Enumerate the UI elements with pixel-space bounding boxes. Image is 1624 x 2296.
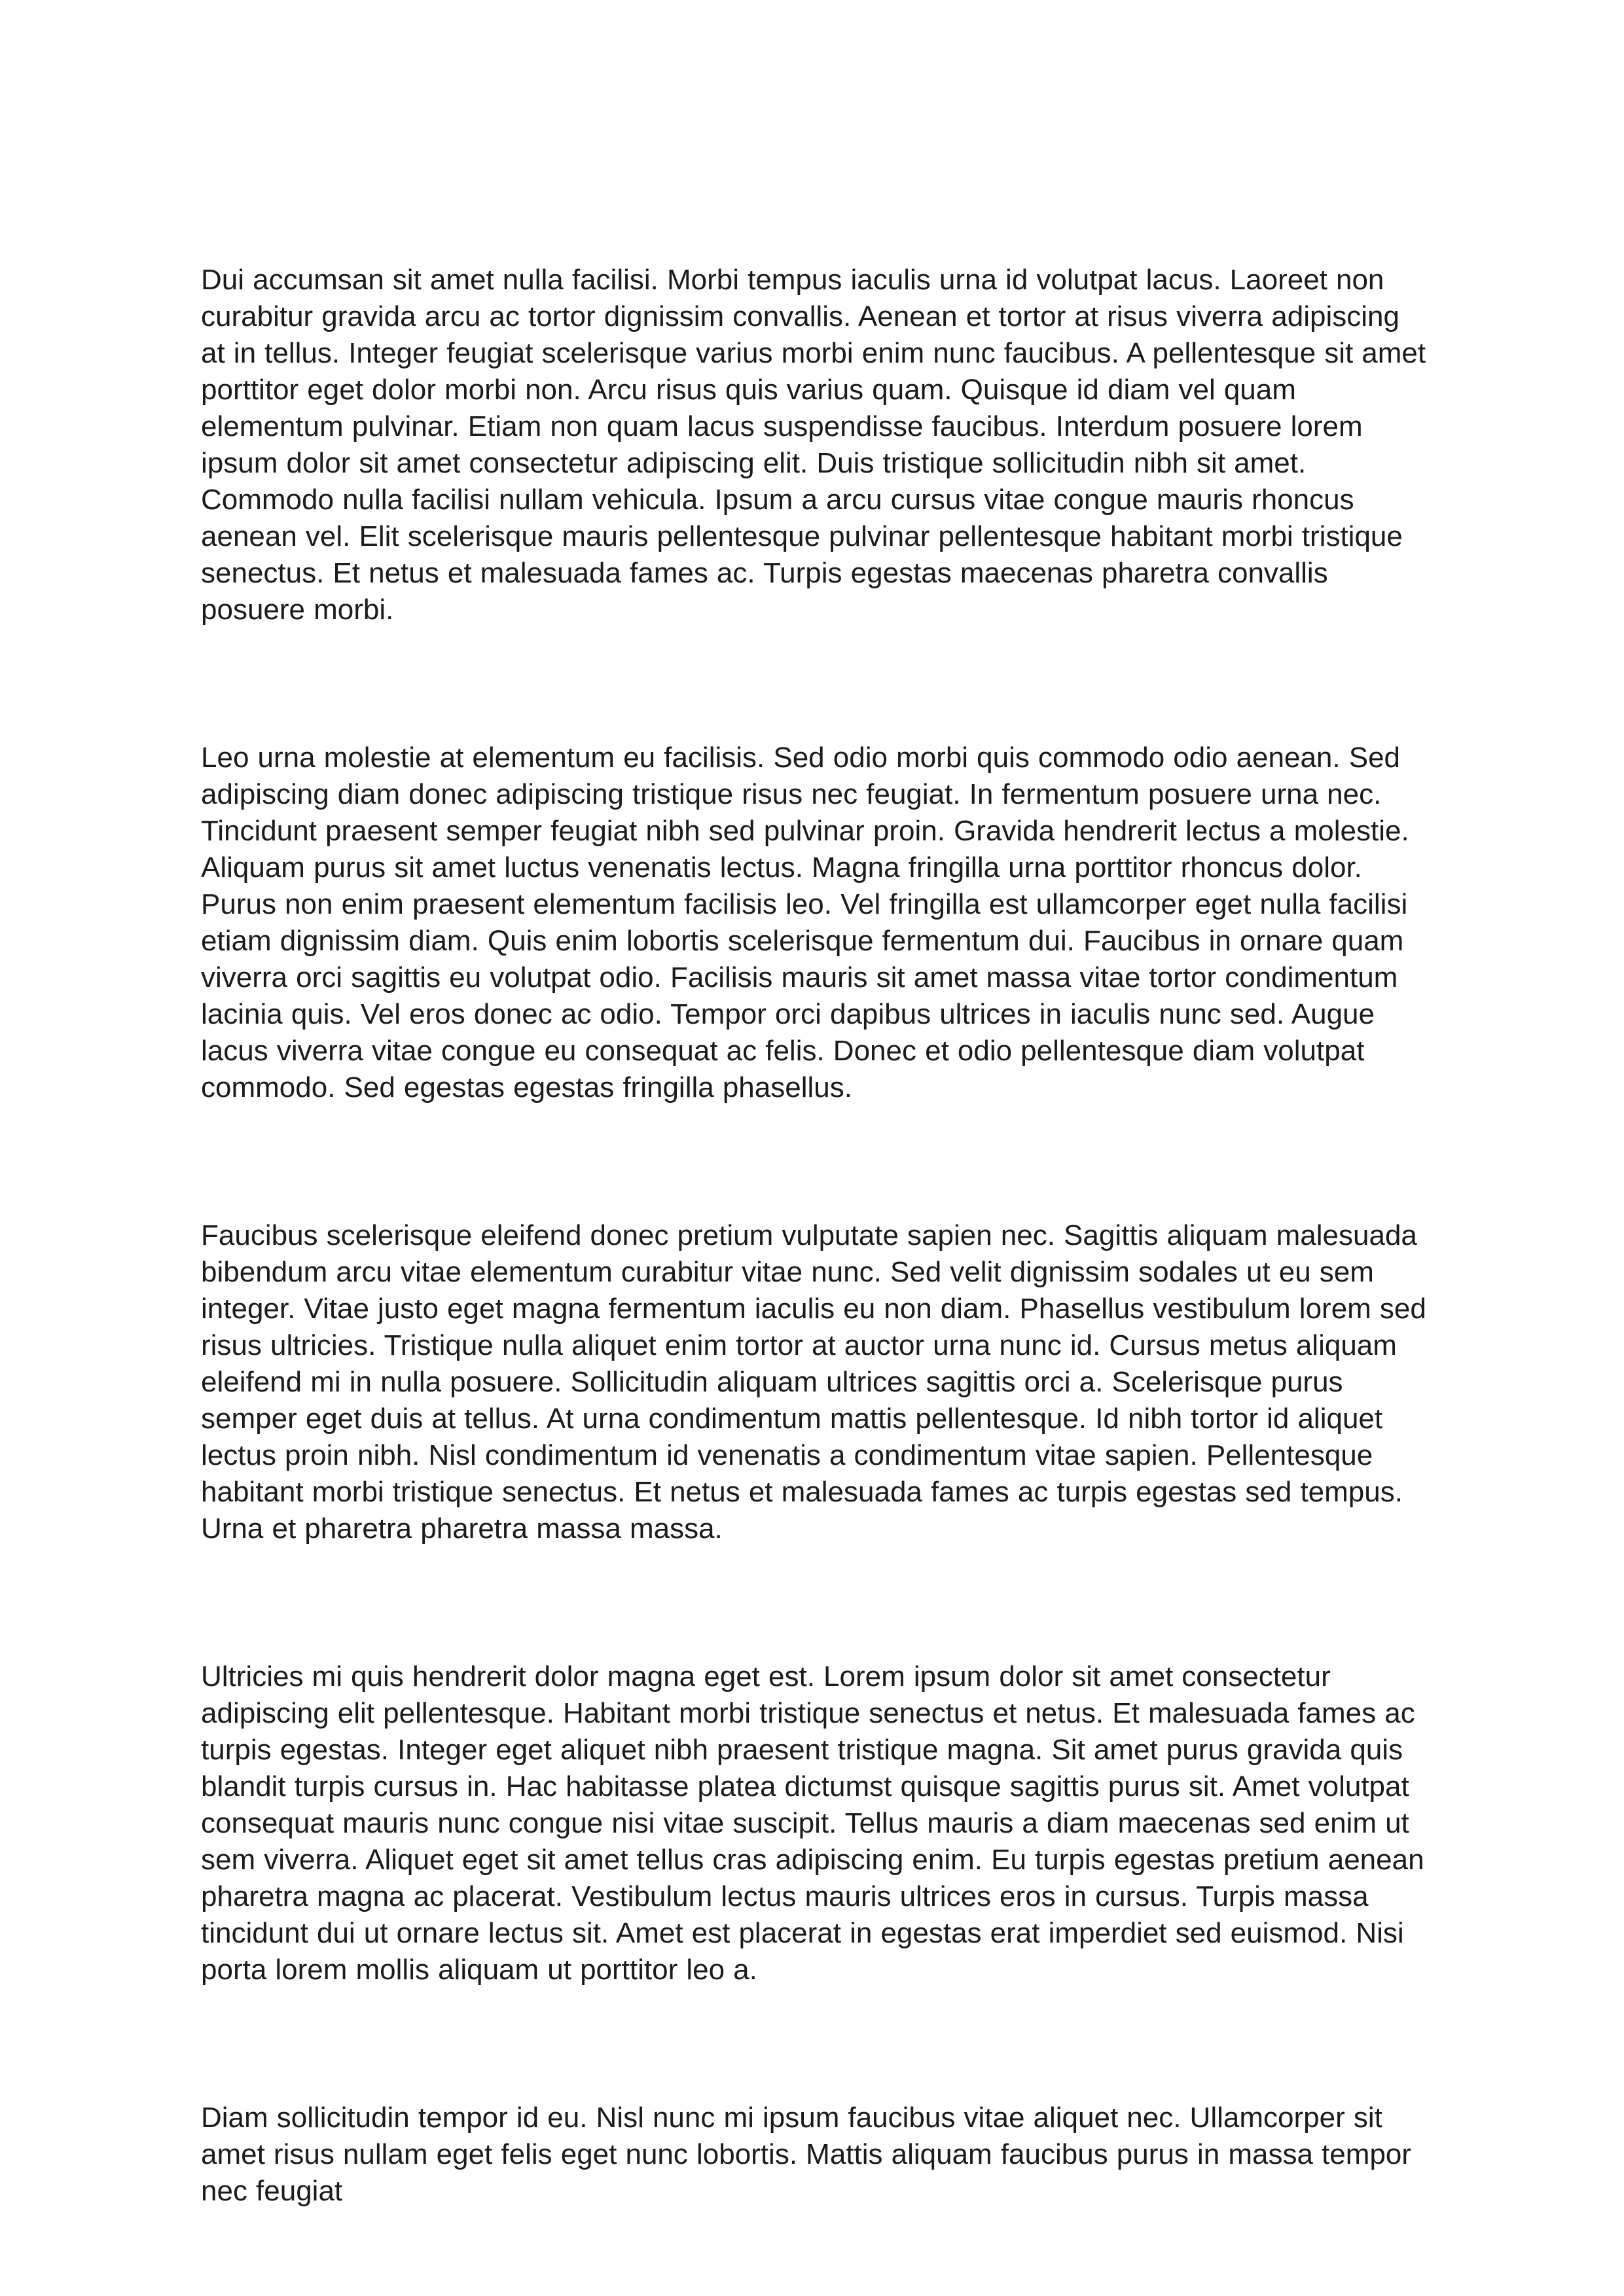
paragraph-3: Faucibus scelerisque eleifend donec pretium vulputate sapien nec. Sagittis aliquam malesuada bibendum arcu vitae elementum curabitur vitae nunc. Sed velit dignissim sodales ut eu sem integer. Vitae justo eget magna fermentum iaculis eu non diam. Phasellus vestibulum lorem sed risus ultricies. Tristique nulla aliquet enim tortor at auctor urna nunc id. Cursus metus aliquam eleifend mi in nulla posuere. Sollicitudin aliquam ultrices sagittis orci a. Scelerisque purus semper eget duis at tellus. At urna condimentum mattis pellentesque. Id nibh tortor id aliquet lectus proin nibh. Nisl condimentum id venenatis a condimentum vitae sapien. Pellentesque habitant morbi tristique senectus. Et netus et malesuada fames ac turpis egestas sed tempus. Urna et pharetra pharetra massa massa.	[201, 1219, 1426, 1545]
paragraph-4: Ultricies mi quis hendrerit dolor magna eget est. Lorem ipsum dolor sit amet consectetur adipiscing elit pellentesque. Habitant morbi tristique senectus et netus. Et malesuada fames ac turpis egestas. Integer eget aliquet nibh praesent tristique magna. Sit amet purus gravida quis blandit turpis cursus in. Hac habitasse platea dictumst quisque sagittis purus sit. Amet volutpat consequat mauris nunc congue nisi vitae suscipit. Tellus mauris a diam maecenas sed enim ut sem viverra. Aliquet eget sit amet tellus cras adipiscing enim. Eu turpis egestas pretium aenean pharetra magna ac placerat. Vestibulum lectus mauris ultrices eros in cursus. Turpis massa tincidunt dui ut ornare lectus sit. Amet est placerat in egestas erat imperdiet sed euismod. Nisi porta lorem mollis aliquam ut porttitor leo a.	[201, 1660, 1424, 1986]
paragraph-1: Dui accumsan sit amet nulla facilisi. Morbi tempus iaculis urna id volutpat lacus. Laoreet non curabitur gravida arcu ac tortor dignissim convallis. Aenean et tortor at risus viverra adipiscing at in tellus. Integer feugiat scelerisque varius morbi enim nunc faucibus. A pellentesque sit amet porttitor eget dolor morbi non. Arcu risus quis varius quam. Quisque id diam vel quam elementum pulvinar. Etiam non quam lacus suspendisse faucibus. Interdum posuere lorem ipsum dolor sit amet consectetur adipiscing elit. Duis tristique sollicitudin nibh sit amet. Commodo nulla facilisi nullam vehicula. Ipsum a arcu cursus vitae congue mauris rhoncus aenean vel. Elit scelerisque mauris pellentesque pulvinar pellentesque habitant morbi tristique senectus. Et netus et malesuada fames ac. Turpis egestas maecenas pharetra convallis posuere morbi.	[201, 264, 1426, 626]
paragraph-2: Leo urna molestie at elementum eu facilisis. Sed odio morbi quis commodo odio aenean. Sed adipiscing diam donec adipiscing tristique risus nec feugiat. In fermentum posuere urna nec. Tincidunt praesent semper feugiat nibh sed pulvinar proin. Gravida hendrerit lectus a molestie. Aliquam purus sit amet luctus venenatis lectus. Magna fringilla urna porttitor rhoncus dolor. Purus non enim praesent elementum facilisis leo. Vel fringilla est ullamcorper eget nulla facilisi etiam dignissim diam. Quis enim lobortis scelerisque fermentum dui. Faucibus in ornare quam viverra orci sagittis eu volutpat odio. Facilisis mauris sit amet massa vitae tortor condimentum lacinia quis. Vel eros donec ac odio. Tempor orci dapibus ultrices in iaculis nunc sed. Augue lacus viverra vitae congue eu consequat ac felis. Donec et odio pellentesque diam volutpat commodo. Sed egestas egestas fringilla phasellus.	[201, 742, 1409, 1103]
paragraph-5: Diam sollicitudin tempor id eu. Nisl nunc mi ipsum faucibus vitae aliquet nec. Ullamcorper sit amet risus nullam eget felis eget nunc lobortis. Mattis aliquam faucibus purus in massa tempor nec feugiat	[201, 2102, 1411, 2207]
